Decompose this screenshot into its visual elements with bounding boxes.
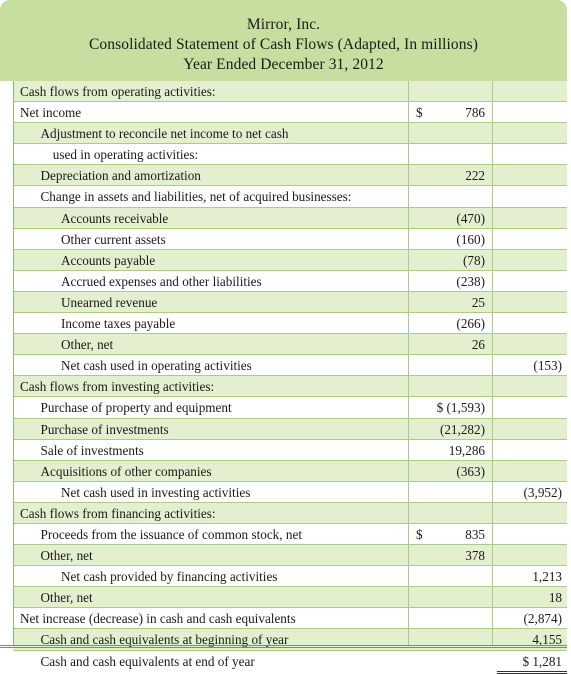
table-row: [13, 586, 567, 607]
row-label: Cash flows from operating activities:: [20, 84, 216, 99]
amount-value: 222: [465, 168, 485, 184]
amount-cell: [408, 397, 493, 417]
amount-cell: [408, 313, 493, 333]
amount-cell: [408, 440, 493, 460]
table-row: [13, 565, 567, 586]
total-cell: [497, 461, 567, 481]
table-row: [13, 81, 567, 101]
amount-cell: [408, 503, 493, 523]
row-label: Other, net: [40, 590, 93, 606]
table-row: [13, 396, 567, 417]
row-label: Cash flows from investing activities:: [20, 379, 215, 395]
total-cell: [497, 208, 567, 228]
amount-value: (238): [456, 273, 485, 289]
total-cell: [497, 313, 567, 333]
table-row: [13, 544, 567, 565]
amount-cell: [408, 651, 493, 671]
total-cell: [497, 271, 567, 291]
table-row: [13, 185, 567, 206]
total-cell: [497, 566, 567, 586]
total-cell: [497, 608, 567, 628]
table-row: [13, 375, 567, 396]
amount-cell: [408, 566, 493, 586]
dollar-sign: $: [416, 105, 423, 121]
total-value: 1,213: [532, 569, 562, 585]
total-cell: [497, 292, 567, 312]
company-name: Mirror, Inc.: [246, 16, 321, 33]
total-cell: [497, 545, 567, 565]
table-row: [13, 249, 567, 270]
amount-cell: [408, 482, 493, 502]
row-label: Cash flows from financing activities:: [20, 505, 216, 521]
total-cell: [497, 250, 567, 270]
amount-cell: [408, 144, 493, 164]
amount-cell: [408, 355, 493, 375]
amount-value: 786: [465, 105, 485, 121]
row-label: Income taxes payable: [61, 316, 176, 332]
total-cell: [497, 524, 567, 544]
row-label: Sale of investments: [40, 442, 144, 458]
table-row: [13, 523, 567, 544]
amount-cell: [408, 250, 493, 270]
total-value: $ 1,281: [522, 653, 562, 669]
amount-cell: [408, 608, 493, 628]
table-row: [13, 460, 567, 481]
row-label: Proceeds from the issuance of common stock, net: [40, 526, 302, 542]
table-row: [13, 481, 567, 502]
row-label: Net income: [20, 105, 82, 121]
dollar-sign: $: [416, 526, 423, 542]
total-cell: [497, 419, 567, 439]
table-row: [13, 312, 567, 333]
amount-cell: [408, 186, 493, 206]
row-label: Adjustment to reconcile net income to net cash: [40, 126, 289, 142]
amount-cell: [408, 419, 493, 439]
amount-value: 378: [465, 548, 485, 564]
bottom-rule: [0, 645, 567, 648]
amount-cell: [408, 123, 493, 143]
table-row: [13, 439, 567, 460]
table-row: [13, 418, 567, 439]
left-rule: [13, 81, 14, 646]
amount-cell: [408, 271, 493, 291]
amount-cell: [408, 376, 493, 396]
total-cell: [497, 186, 567, 206]
total-cell: [497, 397, 567, 417]
total-cell: [497, 651, 567, 674]
row-label: Other current assets: [61, 231, 166, 247]
cash-flow-table: [13, 81, 567, 671]
total-cell: [497, 165, 567, 185]
total-cell: [497, 81, 567, 101]
amount-cell: [408, 292, 493, 312]
amount-cell: [408, 587, 493, 607]
amount-value: (470): [456, 210, 485, 226]
amount-value: (160): [456, 231, 485, 247]
amount-cell: [408, 102, 493, 122]
row-label: Acquisitions of other companies: [40, 463, 212, 479]
amount-cell: [408, 461, 493, 482]
total-cell: [497, 144, 567, 164]
amount-value: (266): [456, 316, 485, 332]
total-cell: [497, 503, 567, 523]
row-label: Net cash used in operating activities: [61, 358, 252, 374]
table-row: [13, 502, 567, 523]
total-cell: [497, 102, 567, 122]
amount-cell: [408, 524, 493, 544]
table-row: [13, 291, 567, 312]
table-row: [13, 101, 567, 122]
table-row: [13, 333, 567, 354]
table-row: [13, 143, 567, 164]
row-label: Cash and cash equivalents at beginning of year: [40, 632, 289, 648]
amount-cell: [408, 165, 493, 185]
table-row: [13, 270, 567, 291]
table-row: [13, 354, 567, 375]
amount-cell: [408, 81, 493, 101]
row-label: used in operating activities:: [52, 147, 199, 163]
row-label: Purchase of property and equipment: [40, 400, 232, 416]
row-label: Net cash provided by financing activities: [61, 569, 278, 585]
total-value: (2,874): [523, 611, 562, 627]
amount-value: 25: [471, 294, 485, 310]
amount-cell: [408, 229, 493, 249]
total-cell: [497, 440, 567, 460]
total-cell: [497, 334, 567, 354]
row-label: Net increase (decrease) in cash and cash equivalents: [20, 611, 296, 627]
total-value: (153): [533, 358, 562, 374]
amount-cell: [408, 208, 493, 228]
amount-value: (78): [463, 252, 485, 268]
row-label: Accounts receivable: [61, 210, 169, 226]
amount-value: $ (1,593): [436, 400, 485, 416]
table-row: [13, 228, 567, 249]
table-row: [13, 207, 567, 228]
total-value: (3,952): [523, 484, 562, 500]
amount-value: 835: [465, 526, 485, 542]
statement-title: Consolidated Statement of Cash Flows (Adapted, In millions): [88, 36, 479, 53]
total-value: 18: [548, 590, 562, 606]
column-divider-totals: [492, 81, 493, 646]
amount-value: 19,286: [448, 442, 485, 458]
amount-value: (21,282): [439, 421, 485, 437]
total-cell: [497, 587, 567, 608]
row-label: Depreciation and amortization: [40, 168, 201, 184]
amount-cell: [408, 545, 493, 566]
total-cell: [497, 376, 567, 396]
table-row: [13, 607, 567, 628]
total-value: 4,155: [532, 632, 562, 648]
statement-header: [0, 0, 567, 81]
row-label: Change in assets and liabilities, net of acquired businesses:: [40, 189, 352, 205]
row-label: Accounts payable: [61, 252, 156, 268]
amount-value: (363): [456, 463, 485, 479]
amount-value: 26: [471, 337, 485, 353]
total-cell: [497, 482, 567, 502]
row-label: Accrued expenses and other liabilities: [61, 273, 262, 289]
table-row: [13, 122, 567, 143]
row-label: Unearned revenue: [61, 294, 158, 310]
row-label: Other, net: [61, 337, 114, 353]
total-cell: [497, 123, 567, 143]
column-divider-amounts: [408, 81, 409, 646]
total-cell: [497, 229, 567, 249]
statement-period: Year Ended December 31, 2012: [183, 56, 384, 73]
row-label: Purchase of investments: [40, 421, 169, 437]
row-label: Other, net: [40, 548, 93, 564]
total-cell: [497, 355, 567, 375]
row-label: Net cash used in investing activities: [61, 484, 251, 500]
row-label: Cash and cash equivalents at end of year: [40, 653, 255, 669]
amount-cell: [408, 334, 493, 355]
table-row: [13, 164, 567, 185]
